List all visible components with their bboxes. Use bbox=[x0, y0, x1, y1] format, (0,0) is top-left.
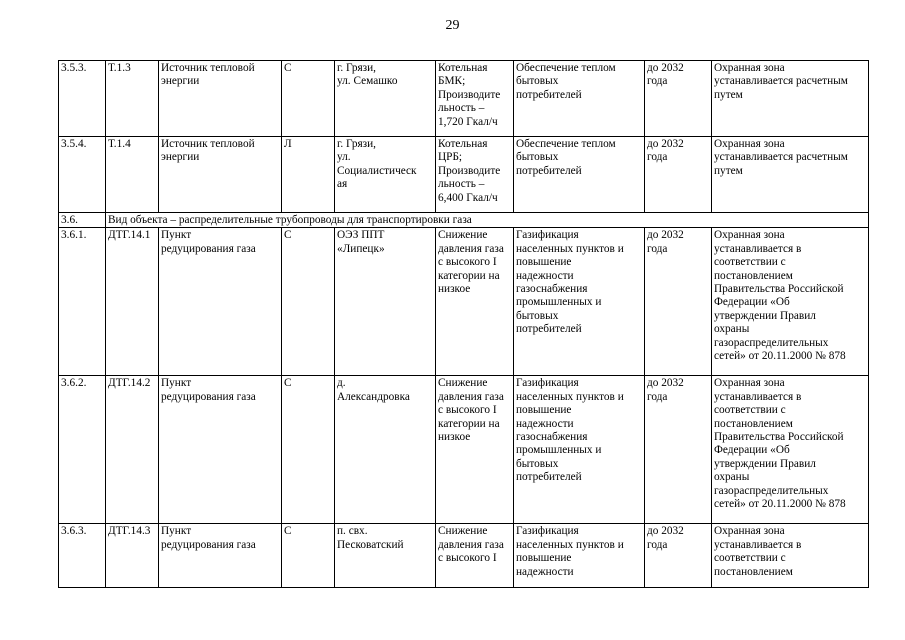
object-code bbox=[106, 61, 159, 137]
cell-line: низкое bbox=[438, 431, 471, 444]
cell-line: редуцирования газа bbox=[161, 242, 256, 255]
object-status bbox=[282, 137, 335, 213]
cell-line: Охранная зона bbox=[714, 377, 785, 390]
cell-line: сетей» от 20.11.2000 № 878 bbox=[714, 498, 846, 511]
cell-line: с высокого I bbox=[438, 552, 497, 565]
cell-line: бытовых bbox=[516, 309, 559, 322]
table-row bbox=[59, 228, 869, 376]
cell-line: п. свх. bbox=[337, 525, 368, 538]
cell-line: соответствии с bbox=[714, 552, 786, 565]
cell-line: 3.6.3. bbox=[61, 525, 87, 538]
object-status bbox=[282, 61, 335, 137]
cell-line: энергии bbox=[161, 151, 200, 164]
cell-line: надежности bbox=[516, 269, 574, 282]
cell-line: утверждении Правил bbox=[714, 457, 816, 470]
cell-line: Охранная зона bbox=[714, 138, 785, 150]
page-number: 29 bbox=[445, 18, 460, 33]
cell-line: Социалистическ bbox=[337, 164, 417, 177]
cell-line: Снижение bbox=[438, 377, 488, 390]
implementation-term bbox=[645, 228, 712, 376]
cell-line: соответствии с bbox=[714, 404, 786, 417]
cell-line: повышение bbox=[516, 404, 572, 417]
cell-line: до 2032 bbox=[647, 377, 684, 390]
cell-line: редуцирования газа bbox=[161, 538, 256, 551]
cell-line: до 2032 bbox=[647, 525, 684, 538]
cell-line: низкое bbox=[438, 283, 471, 296]
cell-line: устанавливается в bbox=[714, 538, 802, 551]
cell-line: 3.6.1. bbox=[61, 229, 87, 242]
object-purpose bbox=[514, 61, 645, 137]
cell-line: повышение bbox=[516, 552, 572, 565]
object-purpose bbox=[514, 376, 645, 524]
object-characteristics bbox=[436, 61, 514, 137]
cell-line: до 2032 bbox=[647, 62, 684, 74]
cell-line: давления газа bbox=[438, 390, 504, 403]
cell-line: Охранная зона bbox=[714, 62, 785, 74]
row-number bbox=[59, 137, 106, 213]
row-number bbox=[59, 61, 106, 137]
cell-line: надежности bbox=[516, 417, 574, 430]
cell-line: потребителей bbox=[516, 471, 582, 484]
cell-line: надежности bbox=[516, 565, 574, 578]
cell-line: бытовых bbox=[516, 75, 559, 88]
cell-line: льность – bbox=[438, 178, 485, 191]
cell-line: Федерации «Об bbox=[714, 444, 790, 457]
object-location bbox=[335, 61, 436, 137]
cell-line: потребителей bbox=[516, 323, 582, 336]
cell-line: сетей» от 20.11.2000 № 878 bbox=[714, 350, 846, 363]
cell-line: населенных пунктов и bbox=[516, 242, 624, 255]
cell-line: Охранная зона bbox=[714, 525, 785, 538]
cell-line: промышленных и bbox=[516, 444, 602, 457]
section-number: 3.6. bbox=[59, 213, 106, 228]
object-name bbox=[159, 228, 282, 376]
cell-line: устанавливается в bbox=[714, 390, 802, 403]
cell-line: Производите bbox=[438, 88, 501, 101]
cell-line: газораспределительных bbox=[714, 336, 829, 349]
cell-line: утверждении Правил bbox=[714, 309, 816, 322]
cell-line: Пункт bbox=[161, 377, 192, 390]
cell-line: путем bbox=[714, 88, 743, 101]
implementation-term bbox=[645, 376, 712, 524]
cell-line: ДТГ.14.1 bbox=[108, 229, 151, 242]
object-location bbox=[335, 228, 436, 376]
table-body bbox=[59, 61, 869, 588]
cell-line: 3.5.4. bbox=[61, 138, 87, 150]
cell-line: Пункт bbox=[161, 229, 192, 242]
cell-line: охраны bbox=[714, 323, 750, 336]
cell-line: устанавливается в bbox=[714, 242, 802, 255]
cell-line: давления газа bbox=[438, 242, 504, 255]
cell-line: БМК; bbox=[438, 75, 466, 88]
object-location bbox=[335, 137, 436, 213]
cell-line: С bbox=[284, 377, 292, 390]
protection-zone bbox=[712, 137, 869, 213]
cell-line: Л bbox=[284, 138, 292, 150]
cell-line: с высокого I bbox=[438, 404, 497, 417]
protection-zone bbox=[712, 524, 869, 588]
cell-line: Охранная зона bbox=[714, 229, 785, 242]
cell-line: С bbox=[284, 229, 292, 242]
object-code bbox=[106, 228, 159, 376]
cell-line: Правительства Российской bbox=[714, 431, 844, 444]
cell-line: ДТГ.14.3 bbox=[108, 525, 151, 538]
cell-line: Снижение bbox=[438, 525, 488, 538]
cell-line: Снижение bbox=[438, 229, 488, 242]
cell-line: ЦРБ; bbox=[438, 151, 463, 164]
cell-line: постановлением bbox=[714, 565, 793, 578]
cell-line: ул. bbox=[337, 151, 351, 164]
cell-line: промышленных и bbox=[516, 296, 602, 309]
object-name bbox=[159, 61, 282, 137]
cell-line: Обеспечение теплом bbox=[516, 138, 616, 150]
cell-line: соответствии с bbox=[714, 256, 786, 269]
cell-line: 1,720 Гкал/ч bbox=[438, 115, 498, 128]
cell-line: давления газа bbox=[438, 538, 504, 551]
cell-line: ая bbox=[337, 178, 348, 191]
cell-line: года bbox=[647, 75, 668, 88]
row-number bbox=[59, 228, 106, 376]
cell-line: С bbox=[284, 525, 292, 538]
cell-line: Источник тепловой bbox=[161, 138, 255, 150]
cell-line: Песковатский bbox=[337, 538, 404, 551]
table-row bbox=[59, 61, 869, 137]
cell-line: ДТГ.14.2 bbox=[108, 377, 151, 390]
object-status bbox=[282, 228, 335, 376]
object-characteristics bbox=[436, 137, 514, 213]
cell-line: постановлением bbox=[714, 269, 793, 282]
object-location bbox=[335, 524, 436, 588]
cell-line: Котельная bbox=[438, 62, 488, 74]
object-code bbox=[106, 524, 159, 588]
cell-line: года bbox=[647, 242, 668, 255]
cell-line: повышение bbox=[516, 256, 572, 269]
cell-line: с высокого I bbox=[438, 256, 497, 269]
cell-line: до 2032 bbox=[647, 229, 684, 242]
object-characteristics bbox=[436, 376, 514, 524]
object-purpose bbox=[514, 228, 645, 376]
object-code bbox=[106, 137, 159, 213]
cell-line: 3.6.2. bbox=[61, 377, 87, 390]
cell-line: «Липецк» bbox=[337, 242, 385, 255]
table-row bbox=[59, 376, 869, 524]
cell-line: категории на bbox=[438, 269, 500, 282]
cell-line: населенных пунктов и bbox=[516, 538, 624, 551]
protection-zone bbox=[712, 376, 869, 524]
object-purpose bbox=[514, 137, 645, 213]
cell-line: 3.5.3. bbox=[61, 62, 87, 74]
cell-line: 6,400 Гкал/ч bbox=[438, 191, 498, 204]
implementation-term bbox=[645, 524, 712, 588]
cell-line: устанавливается расчетным bbox=[714, 75, 848, 88]
object-status bbox=[282, 524, 335, 588]
cell-line: газоснабжения bbox=[516, 283, 588, 296]
table-row bbox=[59, 524, 869, 588]
cell-line: газораспределительных bbox=[714, 484, 829, 497]
object-characteristics bbox=[436, 228, 514, 376]
cell-line: Газификация bbox=[516, 525, 579, 538]
cell-line: категории на bbox=[438, 417, 500, 430]
cell-line: Федерации «Об bbox=[714, 296, 790, 309]
row-number bbox=[59, 524, 106, 588]
cell-line: путем bbox=[714, 164, 743, 177]
cell-line: г. Грязи, bbox=[337, 138, 377, 150]
section-row bbox=[59, 213, 869, 228]
cell-line: Т.1.3 bbox=[108, 62, 131, 74]
cell-line: года bbox=[647, 151, 668, 164]
cell-line: бытовых bbox=[516, 457, 559, 470]
cell-line: до 2032 bbox=[647, 138, 684, 150]
cell-line: ул. Семашко bbox=[337, 75, 398, 88]
implementation-term bbox=[645, 61, 712, 137]
cell-line: Источник тепловой bbox=[161, 62, 255, 74]
cell-line: постановлением bbox=[714, 417, 793, 430]
object-name bbox=[159, 376, 282, 524]
protection-zone bbox=[712, 228, 869, 376]
cell-line: газоснабжения bbox=[516, 431, 588, 444]
cell-line: устанавливается расчетным bbox=[714, 151, 848, 164]
row-number bbox=[59, 376, 106, 524]
cell-line: года bbox=[647, 390, 668, 403]
cell-line: Правительства Российской bbox=[714, 283, 844, 296]
cell-line: Т.1.4 bbox=[108, 138, 131, 150]
objects-table bbox=[58, 60, 869, 588]
object-code bbox=[106, 376, 159, 524]
object-name bbox=[159, 137, 282, 213]
cell-line: бытовых bbox=[516, 151, 559, 164]
cell-line: потребителей bbox=[516, 88, 582, 101]
cell-line: Газификация bbox=[516, 229, 579, 242]
object-name bbox=[159, 524, 282, 588]
section-title: Вид объекта – распределительные трубопроводы для транспортировки газа bbox=[106, 213, 869, 228]
object-purpose bbox=[514, 524, 645, 588]
cell-line: редуцирования газа bbox=[161, 390, 256, 403]
cell-line: охраны bbox=[714, 471, 750, 484]
table-row bbox=[59, 137, 869, 213]
cell-line: Котельная bbox=[438, 138, 488, 150]
cell-line: Пункт bbox=[161, 525, 192, 538]
cell-line: энергии bbox=[161, 75, 200, 88]
cell-line: Александровка bbox=[337, 390, 410, 403]
cell-line: г. Грязи, bbox=[337, 62, 377, 74]
cell-line: потребителей bbox=[516, 164, 582, 177]
cell-line: ОЭЗ ППТ bbox=[337, 229, 385, 242]
implementation-term bbox=[645, 137, 712, 213]
object-status bbox=[282, 376, 335, 524]
object-location bbox=[335, 376, 436, 524]
cell-line: населенных пунктов и bbox=[516, 390, 624, 403]
cell-line: льность – bbox=[438, 102, 485, 115]
cell-line: С bbox=[284, 62, 292, 74]
cell-line: года bbox=[647, 538, 668, 551]
cell-line: Производите bbox=[438, 164, 501, 177]
cell-line: Газификация bbox=[516, 377, 579, 390]
cell-line: д. bbox=[337, 377, 346, 390]
cell-line: Обеспечение теплом bbox=[516, 62, 616, 74]
protection-zone bbox=[712, 61, 869, 137]
object-characteristics bbox=[436, 524, 514, 588]
